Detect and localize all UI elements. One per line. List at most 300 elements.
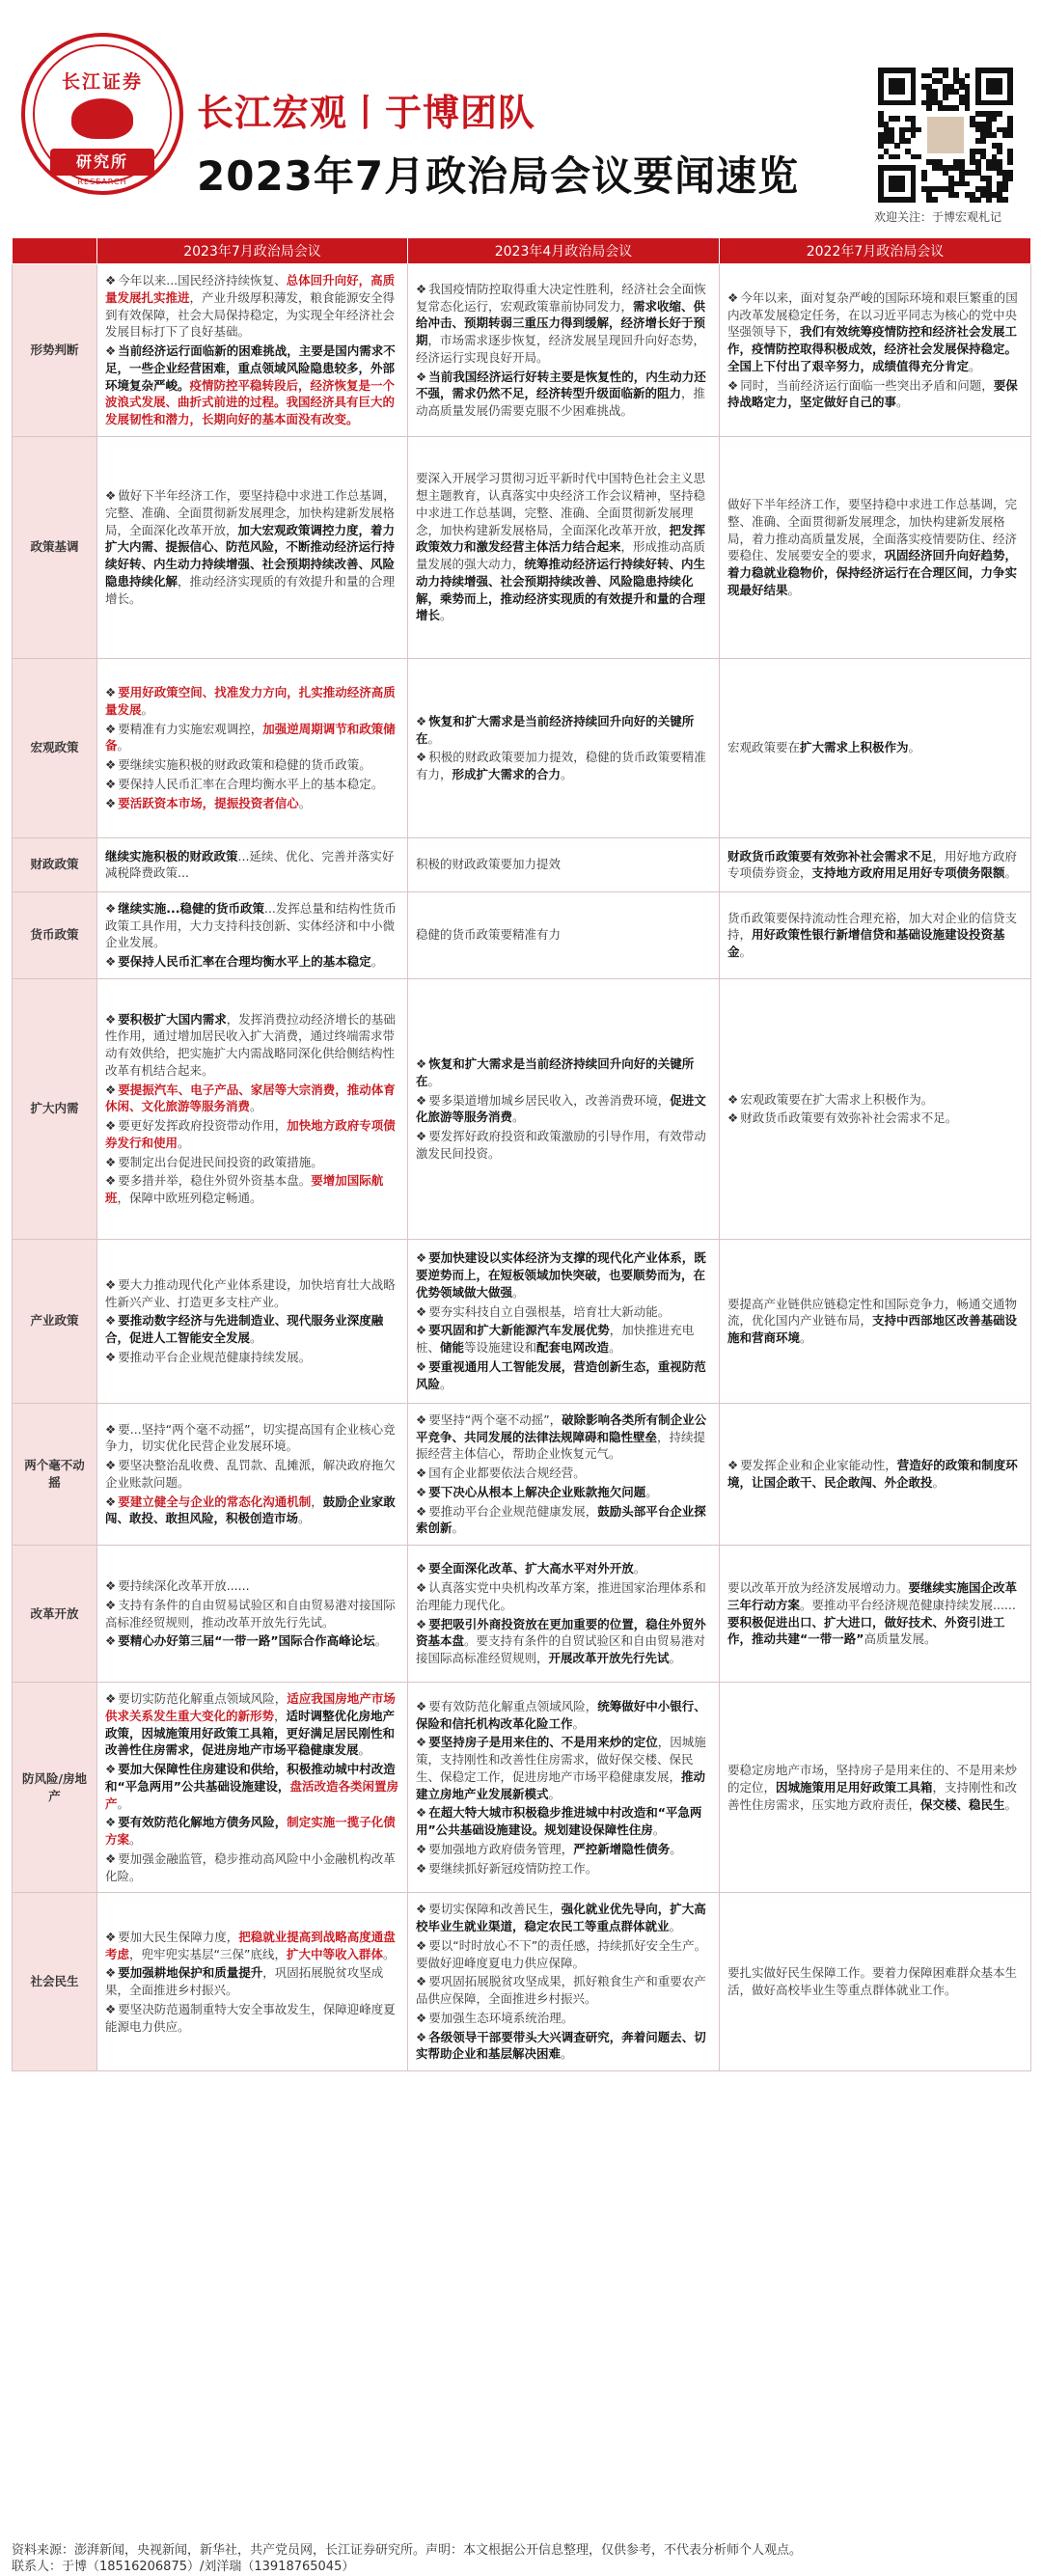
qr-module bbox=[970, 122, 975, 127]
cell-entry bbox=[416, 1055, 711, 1090]
body-text: 。 bbox=[358, 1742, 371, 1758]
qr-module bbox=[948, 165, 954, 171]
table-cell bbox=[97, 436, 408, 658]
bullet-icon: ❖ bbox=[105, 1850, 117, 1866]
qr-module bbox=[899, 100, 905, 106]
emphasis-text: 继续实施...稳健的货币政策 bbox=[118, 900, 264, 916]
qr-module bbox=[986, 165, 992, 171]
body-text: 。 bbox=[969, 358, 981, 373]
qr-module bbox=[992, 192, 998, 198]
emphasis-text: 我们有效统筹疫情防控和经济社会发展工作，疫情防控取得积极成效，经济社会发展保持稳定。全国上下付出了艰辛努力，成绩值得充分肯定 bbox=[727, 324, 1018, 373]
qr-module bbox=[921, 100, 927, 106]
body-text: 。 bbox=[908, 740, 921, 755]
qr-module bbox=[986, 197, 992, 203]
qr-module bbox=[986, 192, 992, 198]
qr-module bbox=[911, 89, 917, 95]
qr-code-icon[interactable] bbox=[878, 68, 1013, 203]
qr-module bbox=[878, 78, 884, 84]
body-text: 要多措并举，稳住外贸外资基本盘。 bbox=[118, 1173, 312, 1189]
qr-module bbox=[894, 181, 900, 187]
cell-entry bbox=[416, 1860, 711, 1877]
qr-module bbox=[975, 170, 981, 176]
bullet-icon: ❖ bbox=[416, 1616, 427, 1631]
qr-module bbox=[926, 192, 932, 198]
qr-module bbox=[911, 127, 917, 133]
qr-module bbox=[953, 181, 959, 187]
qr-module bbox=[997, 170, 1002, 176]
emphasis-text: 要下决心从根本上解决企业账款拖欠问题 bbox=[428, 1484, 646, 1499]
emphasis-text: 营造好的政策和制度环境，让国企敢干、民企敢闯、外企敢投 bbox=[727, 1458, 1018, 1490]
body-text: 。 bbox=[440, 608, 452, 623]
qr-module bbox=[899, 186, 905, 192]
qr-module bbox=[926, 89, 932, 95]
table-cell bbox=[97, 1546, 408, 1683]
bullet-icon: ❖ bbox=[105, 954, 117, 969]
qr-module bbox=[884, 197, 890, 203]
report-footer bbox=[12, 2543, 1030, 2576]
qr-module bbox=[878, 68, 884, 73]
qr-module bbox=[970, 149, 975, 154]
qr-module bbox=[975, 149, 981, 154]
qr-module bbox=[975, 111, 981, 117]
qr-module bbox=[997, 84, 1002, 90]
qr-module bbox=[1007, 154, 1013, 160]
bullet-icon: ❖ bbox=[416, 1411, 427, 1427]
qr-module bbox=[992, 143, 998, 149]
cell-entry bbox=[105, 1597, 399, 1631]
body-text: 。 bbox=[670, 1841, 682, 1856]
qr-module bbox=[911, 95, 917, 100]
bullet-icon: ❖ bbox=[727, 1110, 739, 1126]
qr-module bbox=[980, 186, 986, 192]
qr-module bbox=[899, 138, 905, 144]
qr-module bbox=[953, 192, 959, 198]
emphasis-text: 储能 bbox=[440, 1340, 465, 1355]
qr-module bbox=[889, 78, 894, 84]
qr-module bbox=[943, 170, 948, 176]
cell-entry bbox=[416, 1484, 711, 1501]
body-text: 货币政策要保持流动性合理充裕，加大对企业的信贷支持， bbox=[727, 910, 1018, 943]
cell-entry bbox=[105, 776, 399, 793]
body-text: ，市场需求逐步恢复，经济发展呈现回升向好态势，经济运行实现良好开局。 bbox=[416, 333, 706, 365]
body-text: ，持续提振经营主体信心，帮助企业恢复元气。 bbox=[416, 1429, 706, 1462]
bullet-icon: ❖ bbox=[416, 1580, 427, 1595]
body-text: 要更好发挥政府投资带动作用， bbox=[118, 1118, 288, 1134]
cell-entry bbox=[105, 1312, 399, 1347]
cell-entry bbox=[727, 848, 1023, 883]
qr-module bbox=[943, 84, 948, 90]
qr-module bbox=[916, 154, 921, 160]
qr-module bbox=[1007, 176, 1013, 181]
qr-module bbox=[959, 181, 965, 187]
body-text: 。 bbox=[787, 582, 801, 597]
cell-entry bbox=[416, 369, 711, 420]
emphasis-text: 把发挥政策效力和激发经营主体活力结合起来 bbox=[416, 522, 706, 555]
qr-module bbox=[889, 100, 894, 106]
body-text: 。 bbox=[440, 1376, 452, 1391]
table-cell bbox=[97, 837, 408, 891]
qr-module bbox=[889, 84, 894, 90]
cell-entry bbox=[416, 1560, 711, 1577]
qr-module bbox=[938, 68, 944, 73]
cell-entry bbox=[105, 684, 399, 719]
body-text: 。 bbox=[739, 945, 753, 960]
table-cell bbox=[720, 1239, 1031, 1403]
bullet-icon: ❖ bbox=[727, 289, 739, 305]
cell-entry bbox=[727, 1579, 1023, 1648]
qr-module bbox=[1007, 116, 1013, 122]
qr-module bbox=[986, 116, 992, 122]
qr-module bbox=[997, 186, 1002, 192]
qr-module bbox=[1007, 100, 1013, 106]
comparison-table bbox=[12, 237, 1031, 2071]
qr-module bbox=[878, 100, 884, 106]
bullet-icon: ❖ bbox=[105, 1276, 117, 1292]
qr-module bbox=[986, 181, 992, 187]
qr-module bbox=[889, 127, 894, 133]
emphasis-text: 保交楼、稳民生 bbox=[920, 1796, 1005, 1812]
qr-module bbox=[997, 165, 1002, 171]
body-text: 要坚决防范遏制重特大安全事故发生，保障迎峰度夏能源电力供应。 bbox=[105, 2001, 396, 2034]
bullet-icon: ❖ bbox=[416, 1056, 427, 1071]
qr-module bbox=[911, 170, 917, 176]
body-text: 要扎实做好民生保障工作。要着力保障困难群众基本生活，做好高校毕业生等重点群体就业工作。 bbox=[727, 1965, 1018, 1998]
body-text: 。 bbox=[548, 1786, 562, 1801]
body-text: 等设施建设和 bbox=[464, 1340, 537, 1355]
qr-module bbox=[953, 159, 959, 165]
qr-module bbox=[889, 176, 894, 181]
qr-module bbox=[911, 132, 917, 138]
body-text: 。 bbox=[800, 1330, 812, 1346]
body-text: ，巩固拓展脱贫攻坚成果，全面推进乡村振兴。 bbox=[105, 1965, 384, 1998]
qr-module bbox=[975, 68, 981, 73]
highlight-text: 把稳就业提高到战略高度通盘考虑 bbox=[105, 1929, 396, 1961]
qr-module bbox=[911, 100, 917, 106]
qr-caption: 欢迎关注：于博宏观札记 bbox=[874, 210, 1002, 224]
report-header bbox=[0, 0, 1042, 232]
table-cell bbox=[720, 1546, 1031, 1683]
bullet-icon: ❖ bbox=[416, 1358, 427, 1374]
qr-module bbox=[878, 197, 884, 203]
qr-module bbox=[992, 132, 998, 138]
emphasis-text: 支持中西部地区改善基础设施和营商环境 bbox=[727, 1313, 1018, 1346]
qr-module bbox=[959, 159, 965, 165]
qr-module bbox=[997, 127, 1002, 133]
body-text: 。 bbox=[512, 1110, 525, 1125]
qr-module bbox=[889, 89, 894, 95]
qr-module bbox=[948, 186, 954, 192]
qr-module bbox=[965, 89, 971, 95]
table-cell bbox=[97, 1403, 408, 1545]
bullet-icon: ❖ bbox=[105, 1313, 117, 1329]
cell-entry bbox=[416, 713, 711, 748]
qr-module bbox=[911, 165, 917, 171]
cell-entry bbox=[416, 1503, 711, 1538]
qr-module bbox=[992, 165, 998, 171]
body-text: 做好下半年经济工作，要坚持稳中求进工作总基调，完整、准确、全面贯彻新发展理念，加快构建新发展格局，全面深化改革开放， bbox=[105, 488, 396, 537]
bullet-icon: ❖ bbox=[416, 281, 427, 296]
qr-module bbox=[889, 68, 894, 73]
bullet-icon: ❖ bbox=[105, 1458, 117, 1473]
qr-module bbox=[905, 68, 911, 73]
body-text: 。 bbox=[427, 730, 441, 746]
table-cell bbox=[720, 1893, 1031, 2071]
qr-module bbox=[959, 95, 965, 100]
cell-entry bbox=[105, 2001, 399, 2036]
emphasis-text: 推动建立房地产业发展新模式 bbox=[416, 1768, 706, 1801]
bullet-icon: ❖ bbox=[105, 757, 117, 773]
qr-module bbox=[878, 89, 884, 95]
qr-module bbox=[899, 132, 905, 138]
qr-module bbox=[932, 186, 938, 192]
body-text: 。 bbox=[609, 1340, 621, 1355]
qr-module bbox=[905, 127, 911, 133]
table-cell bbox=[408, 1403, 720, 1545]
qr-module bbox=[938, 105, 944, 111]
table-row bbox=[13, 1893, 1031, 2071]
qr-module bbox=[980, 111, 986, 117]
qr-module bbox=[992, 111, 998, 117]
cell-entry bbox=[105, 953, 399, 971]
qr-module bbox=[1002, 197, 1008, 203]
body-text: 。 bbox=[512, 1284, 525, 1300]
qr-module bbox=[884, 132, 890, 138]
qr-module bbox=[899, 78, 905, 84]
body-text: 做好下半年经济工作，要坚持稳中求进工作总基调，完整、准确、全面贯彻新发展理念，加快构建新发展格局，着力推动高质量发展，全面落实疫情要防住、经济要稳住、发展要安全的要求， bbox=[727, 497, 1018, 563]
qr-module bbox=[932, 68, 938, 73]
qr-module bbox=[926, 197, 932, 203]
row-category-label: 政策基调 bbox=[13, 436, 97, 658]
table-cell bbox=[408, 264, 720, 437]
highlight-text: 扩大中等收入群体 bbox=[286, 1946, 383, 1961]
body-text: 要继续抓好新冠疫情防控工作。 bbox=[428, 1860, 598, 1876]
qr-module bbox=[980, 154, 986, 160]
table-cell bbox=[408, 1546, 720, 1683]
table-cell bbox=[408, 1239, 720, 1403]
qr-module bbox=[965, 84, 971, 90]
table-row bbox=[13, 1683, 1031, 1893]
emphasis-text: 统筹做好中小银行、保险和信托机构改革化险工作 bbox=[416, 1698, 706, 1731]
qr-module bbox=[894, 84, 900, 90]
cell-entry bbox=[105, 1082, 399, 1116]
qr-module bbox=[975, 73, 981, 79]
qr-module bbox=[997, 111, 1002, 117]
qr-module bbox=[932, 78, 938, 84]
body-text: 。 bbox=[652, 1822, 666, 1838]
qr-module bbox=[1002, 186, 1008, 192]
qr-module bbox=[894, 165, 900, 171]
qr-module bbox=[878, 73, 884, 79]
qr-module bbox=[965, 192, 971, 198]
qr-module bbox=[921, 186, 927, 192]
qr-module bbox=[959, 170, 965, 176]
qr-module bbox=[938, 165, 944, 171]
qr-module bbox=[926, 105, 932, 111]
body-text: 要坚持“两个毫不动摇”， bbox=[428, 1411, 562, 1427]
qr-module bbox=[1007, 73, 1013, 79]
cell-entry bbox=[105, 1632, 399, 1650]
bullet-icon: ❖ bbox=[416, 1902, 427, 1917]
qr-module bbox=[894, 186, 900, 192]
qr-module bbox=[878, 154, 884, 160]
qr-module bbox=[970, 159, 975, 165]
body-text: 要多渠道增加城乡居民收入，改善消费环境， bbox=[428, 1092, 671, 1108]
cell-entry bbox=[105, 1690, 399, 1759]
body-text: ，形成推动高质量发展的强大动力， bbox=[416, 539, 706, 572]
cell-entry bbox=[727, 910, 1023, 961]
qr-module bbox=[997, 197, 1002, 203]
qr-module bbox=[1002, 100, 1008, 106]
bullet-icon: ❖ bbox=[105, 1578, 117, 1593]
table-row bbox=[13, 436, 1031, 658]
qr-module bbox=[1002, 176, 1008, 181]
qr-module bbox=[953, 105, 959, 111]
qr-module bbox=[938, 100, 944, 106]
body-text: 。 bbox=[1004, 865, 1018, 881]
qr-module bbox=[884, 138, 890, 144]
qr-module bbox=[878, 132, 884, 138]
bullet-icon: ❖ bbox=[416, 1841, 427, 1856]
body-text: 要切实保障和改善民生， bbox=[428, 1902, 562, 1917]
body-text: 。 bbox=[250, 1330, 262, 1346]
qr-module bbox=[884, 149, 890, 154]
emphasis-text: 要保持人民币汇率在合理均衡水平上的基本稳定 bbox=[118, 954, 371, 969]
qr-module bbox=[959, 100, 965, 106]
qr-module bbox=[911, 78, 917, 84]
qr-module bbox=[905, 138, 911, 144]
cell-entry bbox=[105, 721, 399, 755]
table-row bbox=[13, 891, 1031, 978]
qr-module bbox=[953, 68, 959, 73]
qr-module bbox=[1002, 68, 1008, 73]
qr-module bbox=[970, 192, 975, 198]
body-text: 同时，当前经济运行面临一些突出矛盾和问题， bbox=[740, 377, 994, 393]
qr-module bbox=[899, 84, 905, 90]
table-cell bbox=[408, 436, 720, 658]
body-text: 要深入开展学习贯彻习近平新时代中国特色社会主义思想主题教育，认真落实中央经济工作会议精神，坚持稳中求进工作总基调，完整、准确、全面贯彻新发展理念，加快构建新发展格局，全面深化改革开放， bbox=[416, 471, 706, 537]
body-text: ，加快推进充电桩、 bbox=[416, 1323, 695, 1355]
table-cell bbox=[408, 1683, 720, 1893]
qr-module bbox=[899, 165, 905, 171]
qr-module bbox=[948, 181, 954, 187]
qr-module bbox=[975, 122, 981, 127]
cell-entry bbox=[105, 1814, 399, 1849]
table-cell bbox=[720, 891, 1031, 978]
body-text: 支持有条件的自由贸易试验区和自由贸易港对接国际高标准经贸规则，推动改革开放先行先试。 bbox=[105, 1597, 396, 1630]
emphasis-text: 恢复和扩大需求是当前经济持续回升向好的关键所在 bbox=[416, 713, 695, 746]
qr-module bbox=[992, 154, 998, 160]
highlight-text: 要建立健全与企业的常态化沟通机制 bbox=[118, 1494, 312, 1509]
qr-module bbox=[997, 149, 1002, 154]
qr-module bbox=[980, 149, 986, 154]
emphasis-text: 严控新增隐性债务 bbox=[573, 1841, 671, 1856]
footer-contact: 联系人：于博（18516206875）/刘洋瑞（13918765045） bbox=[12, 2559, 355, 2574]
qr-module bbox=[899, 176, 905, 181]
cell-entry bbox=[105, 1276, 399, 1311]
qr-module bbox=[1002, 170, 1008, 176]
qr-module bbox=[884, 68, 890, 73]
bullet-icon: ❖ bbox=[416, 369, 427, 384]
row-category-label: 宏观政策 bbox=[13, 658, 97, 837]
qr-module bbox=[980, 192, 986, 198]
qr-module bbox=[1007, 132, 1013, 138]
cell-entry bbox=[727, 289, 1023, 375]
body-text: ，产业升级厚积薄发，粮食能源安全得到有效保障，社会大局保持稳定，为实现全年经济社会发展目标打下了良好基础。 bbox=[105, 289, 396, 340]
qr-module bbox=[884, 100, 890, 106]
qr-module bbox=[965, 181, 971, 187]
qr-module bbox=[943, 186, 948, 192]
emphasis-text: 要坚持房子是用来住的、不是用来炒的定位 bbox=[428, 1735, 658, 1750]
qr-module bbox=[992, 159, 998, 165]
row-category-label: 社会民生 bbox=[13, 1893, 97, 2071]
cell-entry bbox=[416, 749, 711, 783]
cell-entry bbox=[416, 1841, 711, 1858]
emphasis-text: 在超大特大城市积极稳步推进城中村改造和“平急两用”公共基础设施建设。规划建设保障性住房 bbox=[416, 1805, 702, 1838]
qr-module bbox=[938, 78, 944, 84]
body-text: ，用好地方政府专项债券资金， bbox=[727, 848, 1018, 881]
cell-entry bbox=[105, 343, 399, 428]
body-text: 积极的财政政策要加力提效，稳健的货币政策要精准有力， bbox=[416, 750, 706, 781]
cell-entry bbox=[416, 1303, 711, 1321]
table-cell bbox=[408, 978, 720, 1239]
qr-module bbox=[889, 181, 894, 187]
qr-module bbox=[911, 84, 917, 90]
qr-module bbox=[894, 116, 900, 122]
qr-module bbox=[975, 197, 981, 203]
qr-module bbox=[878, 116, 884, 122]
cell-entry bbox=[727, 1091, 1023, 1109]
qr-module bbox=[943, 89, 948, 95]
qr-module bbox=[943, 165, 948, 171]
bullet-icon: ❖ bbox=[416, 1698, 427, 1713]
qr-module bbox=[905, 197, 911, 203]
qr-module bbox=[1002, 181, 1008, 187]
emphasis-text: 要巩固和扩大新能源汽车发展优势 bbox=[428, 1323, 610, 1338]
body-text: 要...坚持“两个毫不动摇”，切实提高国有企业核心竞争力，切实优化民营企业发展环境。 bbox=[105, 1421, 396, 1454]
qr-module bbox=[894, 154, 900, 160]
cell-entry bbox=[727, 1762, 1023, 1813]
bullet-icon: ❖ bbox=[416, 1805, 427, 1821]
body-text: 。 bbox=[178, 1135, 190, 1150]
qr-module bbox=[992, 84, 998, 90]
qr-module bbox=[953, 78, 959, 84]
qr-module bbox=[997, 159, 1002, 165]
qr-module bbox=[953, 165, 959, 171]
footer-sources: 资料来源：澎湃新闻，央视新闻，新华社，共产党员网，长江证券研究所。声明：本文根据公开信息整理，仅供参考，不代表分析师个人观点。 bbox=[12, 2543, 803, 2558]
qr-module bbox=[889, 165, 894, 171]
qr-module bbox=[992, 116, 998, 122]
qr-module bbox=[1007, 149, 1013, 154]
qr-module bbox=[975, 138, 981, 144]
emphasis-text: 要加大保障性住房建设和供给，积极推动城中村改造和“平急两用”公共基础设施建设， bbox=[105, 1762, 396, 1794]
highlight-text: 盘活改造各类闲置房产 bbox=[105, 1778, 398, 1811]
highlight-text: 总体回升向好，高质量发展扎实推进 bbox=[105, 273, 396, 305]
bullet-icon: ❖ bbox=[105, 795, 117, 810]
cell-entry bbox=[105, 1457, 399, 1492]
bullet-icon: ❖ bbox=[105, 1965, 117, 1981]
emphasis-text: 支持地方政府用足用好专项债务限额 bbox=[811, 865, 1005, 881]
body-text: 要切实防范化解重点领域风险， bbox=[118, 1691, 288, 1706]
emphasis-text: 当前我国经济运行好转主要是恢复性的，内生动力还不强，需求仍然不足，经济转型升级面临新的阻力 bbox=[416, 369, 706, 401]
qr-module bbox=[943, 95, 948, 100]
cell-entry bbox=[105, 1494, 399, 1528]
table-cell bbox=[720, 658, 1031, 837]
qr-module bbox=[948, 105, 954, 111]
highlight-text: 制定实施一揽子化债方案 bbox=[105, 1815, 396, 1847]
emphasis-text: 要加快建设以实体经济为支撑的现代化产业体系，既要逆势而上，在短板领域加快突破，也要顺势而为，在优势领域做大做强 bbox=[416, 1250, 706, 1300]
qr-module bbox=[1007, 78, 1013, 84]
cell-entry bbox=[105, 487, 399, 607]
